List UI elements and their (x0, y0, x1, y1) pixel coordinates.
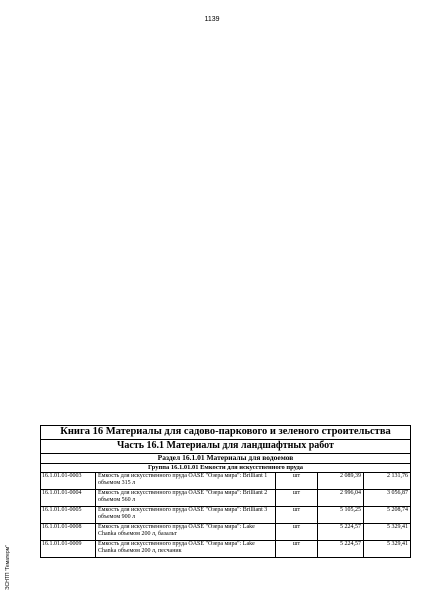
row-price-2: 5 208,74 (364, 507, 411, 524)
row-code: 16.1.01.01-0005 (41, 507, 96, 524)
row-unit: шт (276, 473, 318, 490)
row-price-2: 5 329,41 (364, 541, 411, 558)
row-code: 16.1.01.01-0004 (41, 490, 96, 507)
table-row (41, 524, 411, 541)
row-price-2: 3 056,87 (364, 490, 411, 507)
part-title-row (41, 440, 411, 454)
section-title-row (41, 454, 411, 464)
row-name: Емкость для искусственного пруда OASE "Озера мира": Brilliant 3 объемом 900 л (96, 507, 276, 524)
row-unit: шт (276, 507, 318, 524)
row-unit: шт (276, 490, 318, 507)
row-name: Емкость для искусственного пруда OASE "Озера мира": Brilliant 2 объемом 560 л (96, 490, 276, 507)
table-row (41, 541, 411, 558)
table-row (41, 473, 411, 490)
row-code: 16.1.01.01-0009 (41, 541, 96, 558)
group-title-row (41, 464, 411, 473)
catalog-table (40, 425, 411, 558)
row-unit: шт (276, 524, 318, 541)
row-code: 16.1.01.01-0003 (41, 473, 96, 490)
section-title: Раздел 16.1.01 Материалы для водоемов (41, 454, 411, 464)
book-title-row (41, 426, 411, 440)
row-price-2: 2 131,76 (364, 473, 411, 490)
row-price-1: 5 224,57 (318, 541, 364, 558)
row-price-1: 2 996,04 (318, 490, 364, 507)
row-price-1: 2 089,39 (318, 473, 364, 490)
row-name: Емкость для искусственного пруда OASE "Озера мира": Lake Chanka объемом 200 л, базальт (96, 524, 276, 541)
group-title: Группа 16.1.01.01 Емкости для искусственного пруда (41, 464, 411, 473)
row-price-1: 5 105,25 (318, 507, 364, 524)
row-price-2: 5 329,41 (364, 524, 411, 541)
row-price-1: 5 224,57 (318, 524, 364, 541)
row-unit: шт (276, 541, 318, 558)
part-title: Часть 16.1 Материалы для ландшафтных работ (41, 440, 411, 454)
row-name: Емкость для искусственного пруда OASE "Озера мира": Brilliant 1 объемом 315 л (96, 473, 276, 490)
row-name: Емкость для искусственного пруда OASE "Озера мира": Lake Chanka объемом 200 л, песчаник (96, 541, 276, 558)
side-stamp: ЭСНТП "Гематерм" (5, 545, 11, 590)
book-title: Книга 16 Материалы для садово-паркового и зеленого строительства (41, 426, 411, 440)
page-number: 1139 (204, 16, 220, 23)
table-row (41, 507, 411, 524)
row-code: 16.1.01.01-0008 (41, 524, 96, 541)
table-row (41, 490, 411, 507)
